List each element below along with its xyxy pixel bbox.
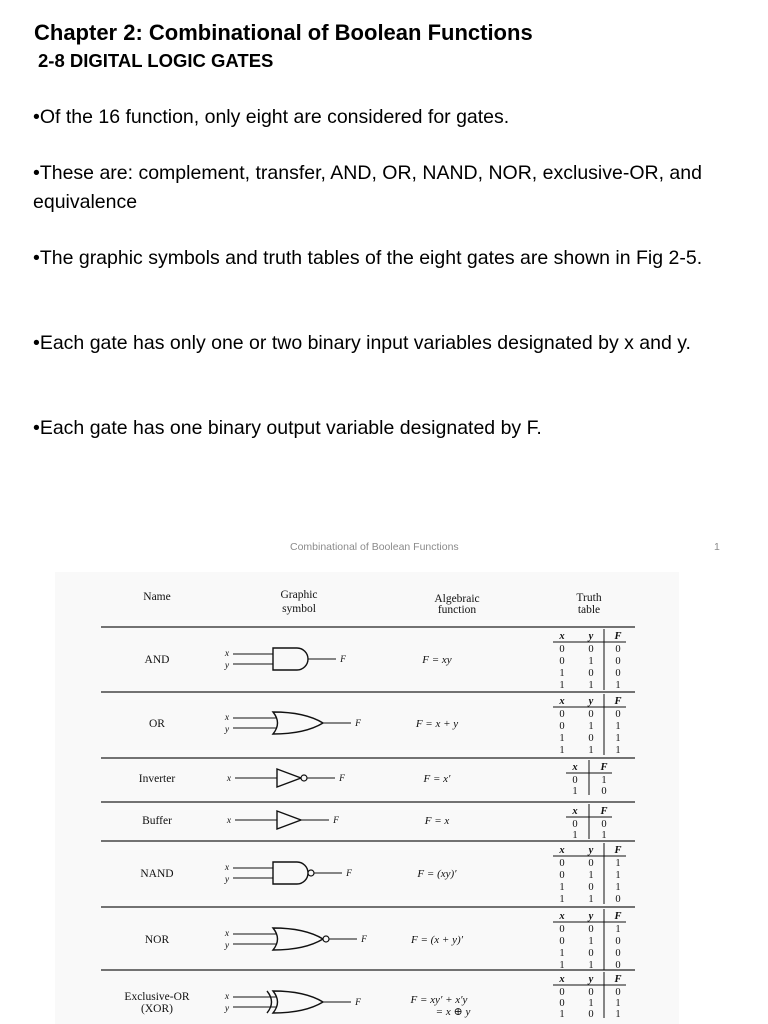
logic-gates-figure [55,572,679,1024]
gate-body [273,862,308,884]
gate-body [273,991,323,1013]
truth-table-header: x [572,806,578,817]
truth-table-cell: 0 [559,721,565,732]
truth-table-header: F [600,806,608,817]
truth-table-header: y [588,845,594,856]
truth-table-cell: 0 [601,819,607,830]
truth-table-cell: 0 [588,668,594,679]
truth-table-cell: 0 [588,948,594,959]
algebraic-expression: = x ⊕ y [435,1006,471,1018]
input-label: y [224,725,230,735]
truth-table [553,694,626,756]
truth-table-header: y [588,911,594,922]
output-label: F [355,998,361,1008]
slide-heading: Chapter 2: Combinational of Boolean Functions [34,20,533,45]
truth-table-cell: 1 [588,870,594,881]
xor-gate-icon [233,991,351,1013]
truth-table-cell: 0 [588,987,594,998]
input-label: y [224,941,230,951]
truth-table-header: F [614,631,622,642]
gate-body [273,928,323,950]
bullet-item: •Each gate has one binary output variable designated by F. [33,417,542,439]
bullet-item: •These are: complement, transfer, AND, OR, NAND, NOR, exclusive-OR, and equivalence [33,162,702,213]
input-label: y [224,1004,230,1014]
gate-body [277,769,301,787]
bullet-item: •Each gate has only one or two binary input variables designated by x and y. [33,332,691,354]
algebraic-expression: F = (x + y)′ [410,934,464,946]
gate-row [149,694,626,756]
truth-table-header: F [614,845,622,856]
truth-table-cell: 0 [559,709,565,720]
truth-table-cell: 0 [615,960,621,971]
inverter-gate-icon [235,769,335,787]
truth-table-cell: 0 [601,786,607,797]
truth-table [553,843,626,905]
truth-table-cell: 1 [588,656,594,667]
gate-body [277,811,301,829]
nor-gate-icon [233,928,357,950]
truth-table-cell: 0 [559,998,565,1009]
truth-table-cell: 1 [615,870,621,881]
truth-table-cell: 1 [588,721,594,732]
truth-table [553,972,626,1020]
bullet-item: •The graphic symbols and truth tables of the eight gates are shown in Fig 2-5. [33,247,703,269]
algebraic-expression: F = xy′ + x′y [410,994,468,1006]
truth-table-cell: 1 [559,733,565,744]
truth-table-cell: 1 [615,998,621,1009]
input-label: x [224,992,230,1002]
truth-table-header: F [614,974,622,985]
truth-table-cell: 1 [559,668,565,679]
or-gate-icon [233,712,351,734]
truth-table-cell: 1 [601,775,607,786]
truth-table [553,629,626,691]
output-label: F [361,935,367,945]
algebraic-expression: F = x [424,815,450,827]
truth-table-cell: 0 [559,870,565,881]
page-number: 1 [714,541,720,553]
truth-table-header: y [588,631,594,642]
algebraic-expression: F = (xy)′ [417,868,457,880]
header-graphic-symbol: Graphic [280,589,318,601]
truth-table-cell: 1 [615,733,621,744]
algebraic-expression: F = x + y [415,718,459,730]
gate-row [142,804,612,841]
truth-table-cell: 0 [615,936,621,947]
gate-name: NOR [144,934,170,946]
header-truth-table: Truth [576,592,602,604]
inversion-bubble [323,936,329,942]
truth-table-cell: 0 [615,644,621,655]
truth-table-cell: 0 [559,936,565,947]
header-algebraic-function: Algebraic [434,593,480,605]
truth-table-cell: 1 [601,830,607,841]
truth-table-header: F [614,911,622,922]
inversion-bubble [301,775,307,781]
truth-table-cell: 0 [588,1009,594,1020]
gate-name: OR [149,718,165,730]
bullet-item: •Of the 16 function, only eight are considered for gates. [33,106,510,128]
truth-table [553,909,626,971]
truth-table-cell: 0 [559,858,565,869]
page-footer [0,541,768,557]
truth-table-cell: 0 [559,924,565,935]
truth-table-cell: 0 [588,924,594,935]
truth-table-header: y [588,696,594,707]
truth-table-cell: 0 [615,709,621,720]
truth-table-cell: 0 [588,644,594,655]
truth-table-cell: 0 [615,894,621,905]
truth-table-cell: 1 [615,680,621,691]
output-label: F [339,774,345,784]
truth-table-cell: 0 [572,819,578,830]
slide-subheading: 2-8 DIGITAL LOGIC GATES [38,50,274,71]
and-gate-icon [233,648,336,670]
truth-table-cell: 1 [559,960,565,971]
nand-gate-icon [233,862,342,884]
gate-name: Exclusive-OR [124,991,190,1003]
truth-table-cell: 0 [588,733,594,744]
output-label: F [346,869,352,879]
input-label: x [224,929,230,939]
truth-table-cell: 1 [588,936,594,947]
truth-table-cell: 1 [559,745,565,756]
algebraic-expression: F = x′ [423,773,451,785]
truth-table-cell: 1 [572,786,578,797]
gate-name: (XOR) [141,1003,173,1015]
truth-table-cell: 0 [588,709,594,720]
truth-table-header: x [572,762,578,773]
truth-table-cell: 1 [588,894,594,905]
input-label: x [226,816,232,826]
truth-table-cell: 0 [615,987,621,998]
truth-table-cell: 1 [588,745,594,756]
output-label: F [333,816,339,826]
input-label: x [224,649,230,659]
buffer-gate-icon [235,811,329,829]
truth-table-cell: 1 [572,830,578,841]
header-algebraic-function: function [437,604,477,616]
input-label: y [224,661,230,671]
truth-table-cell: 1 [615,858,621,869]
truth-table-cell: 1 [559,948,565,959]
truth-table [566,804,612,841]
truth-table-cell: 0 [559,656,565,667]
truth-table-header: x [559,631,565,642]
truth-table-cell: 1 [559,1009,565,1020]
input-label: x [224,863,230,873]
algebraic-expression: F = xy [422,654,452,666]
truth-table-cell: 0 [559,644,565,655]
gate-row [139,760,612,797]
truth-table-cell: 0 [615,668,621,679]
gate-row [145,629,626,691]
truth-table-cell: 0 [559,987,565,998]
truth-table-cell: 1 [615,924,621,935]
gate-row [140,843,626,905]
input-label: x [226,774,232,784]
truth-table-header: x [559,696,565,707]
output-label: F [355,719,361,729]
header-graphic-symbol: symbol [282,603,316,615]
gate-name: NAND [140,868,174,880]
header-name: Name [143,591,171,603]
truth-table [566,760,612,797]
inversion-bubble [308,870,314,876]
header-truth-table: table [577,604,601,616]
gate-body [273,712,323,734]
truth-table-cell: 0 [572,775,578,786]
truth-table-cell: 0 [615,948,621,959]
truth-table-header: x [559,974,565,985]
truth-table-header: x [559,845,565,856]
input-label: x [224,713,230,723]
gate-row [145,909,626,971]
truth-table-cell: 1 [615,721,621,732]
truth-table-cell: 1 [559,680,565,691]
footer-title: Combinational of Boolean Functions [290,541,459,553]
truth-table-header: y [588,974,594,985]
truth-table-cell: 1 [588,960,594,971]
truth-table-cell: 1 [615,1009,621,1020]
truth-table-cell: 0 [588,858,594,869]
input-label: y [224,875,230,885]
gate-name: Buffer [142,815,172,827]
truth-table-cell: 1 [559,882,565,893]
gate-name: AND [144,654,170,666]
truth-table-cell: 0 [615,656,621,667]
gate-table [55,572,679,1024]
truth-table-cell: 1 [615,882,621,893]
gate-name: Inverter [138,773,176,785]
truth-table-cell: 1 [588,680,594,691]
truth-table-header: F [600,762,608,773]
gate-body [273,648,308,670]
truth-table-cell: 1 [588,998,594,1009]
truth-table-cell: 1 [559,894,565,905]
gate-row [124,972,626,1020]
truth-table-cell: 0 [588,882,594,893]
truth-table-header: F [614,696,622,707]
output-label: F [340,655,346,665]
truth-table-header: x [559,911,565,922]
truth-table-cell: 1 [615,745,621,756]
gate-extra-curve [267,991,272,1013]
